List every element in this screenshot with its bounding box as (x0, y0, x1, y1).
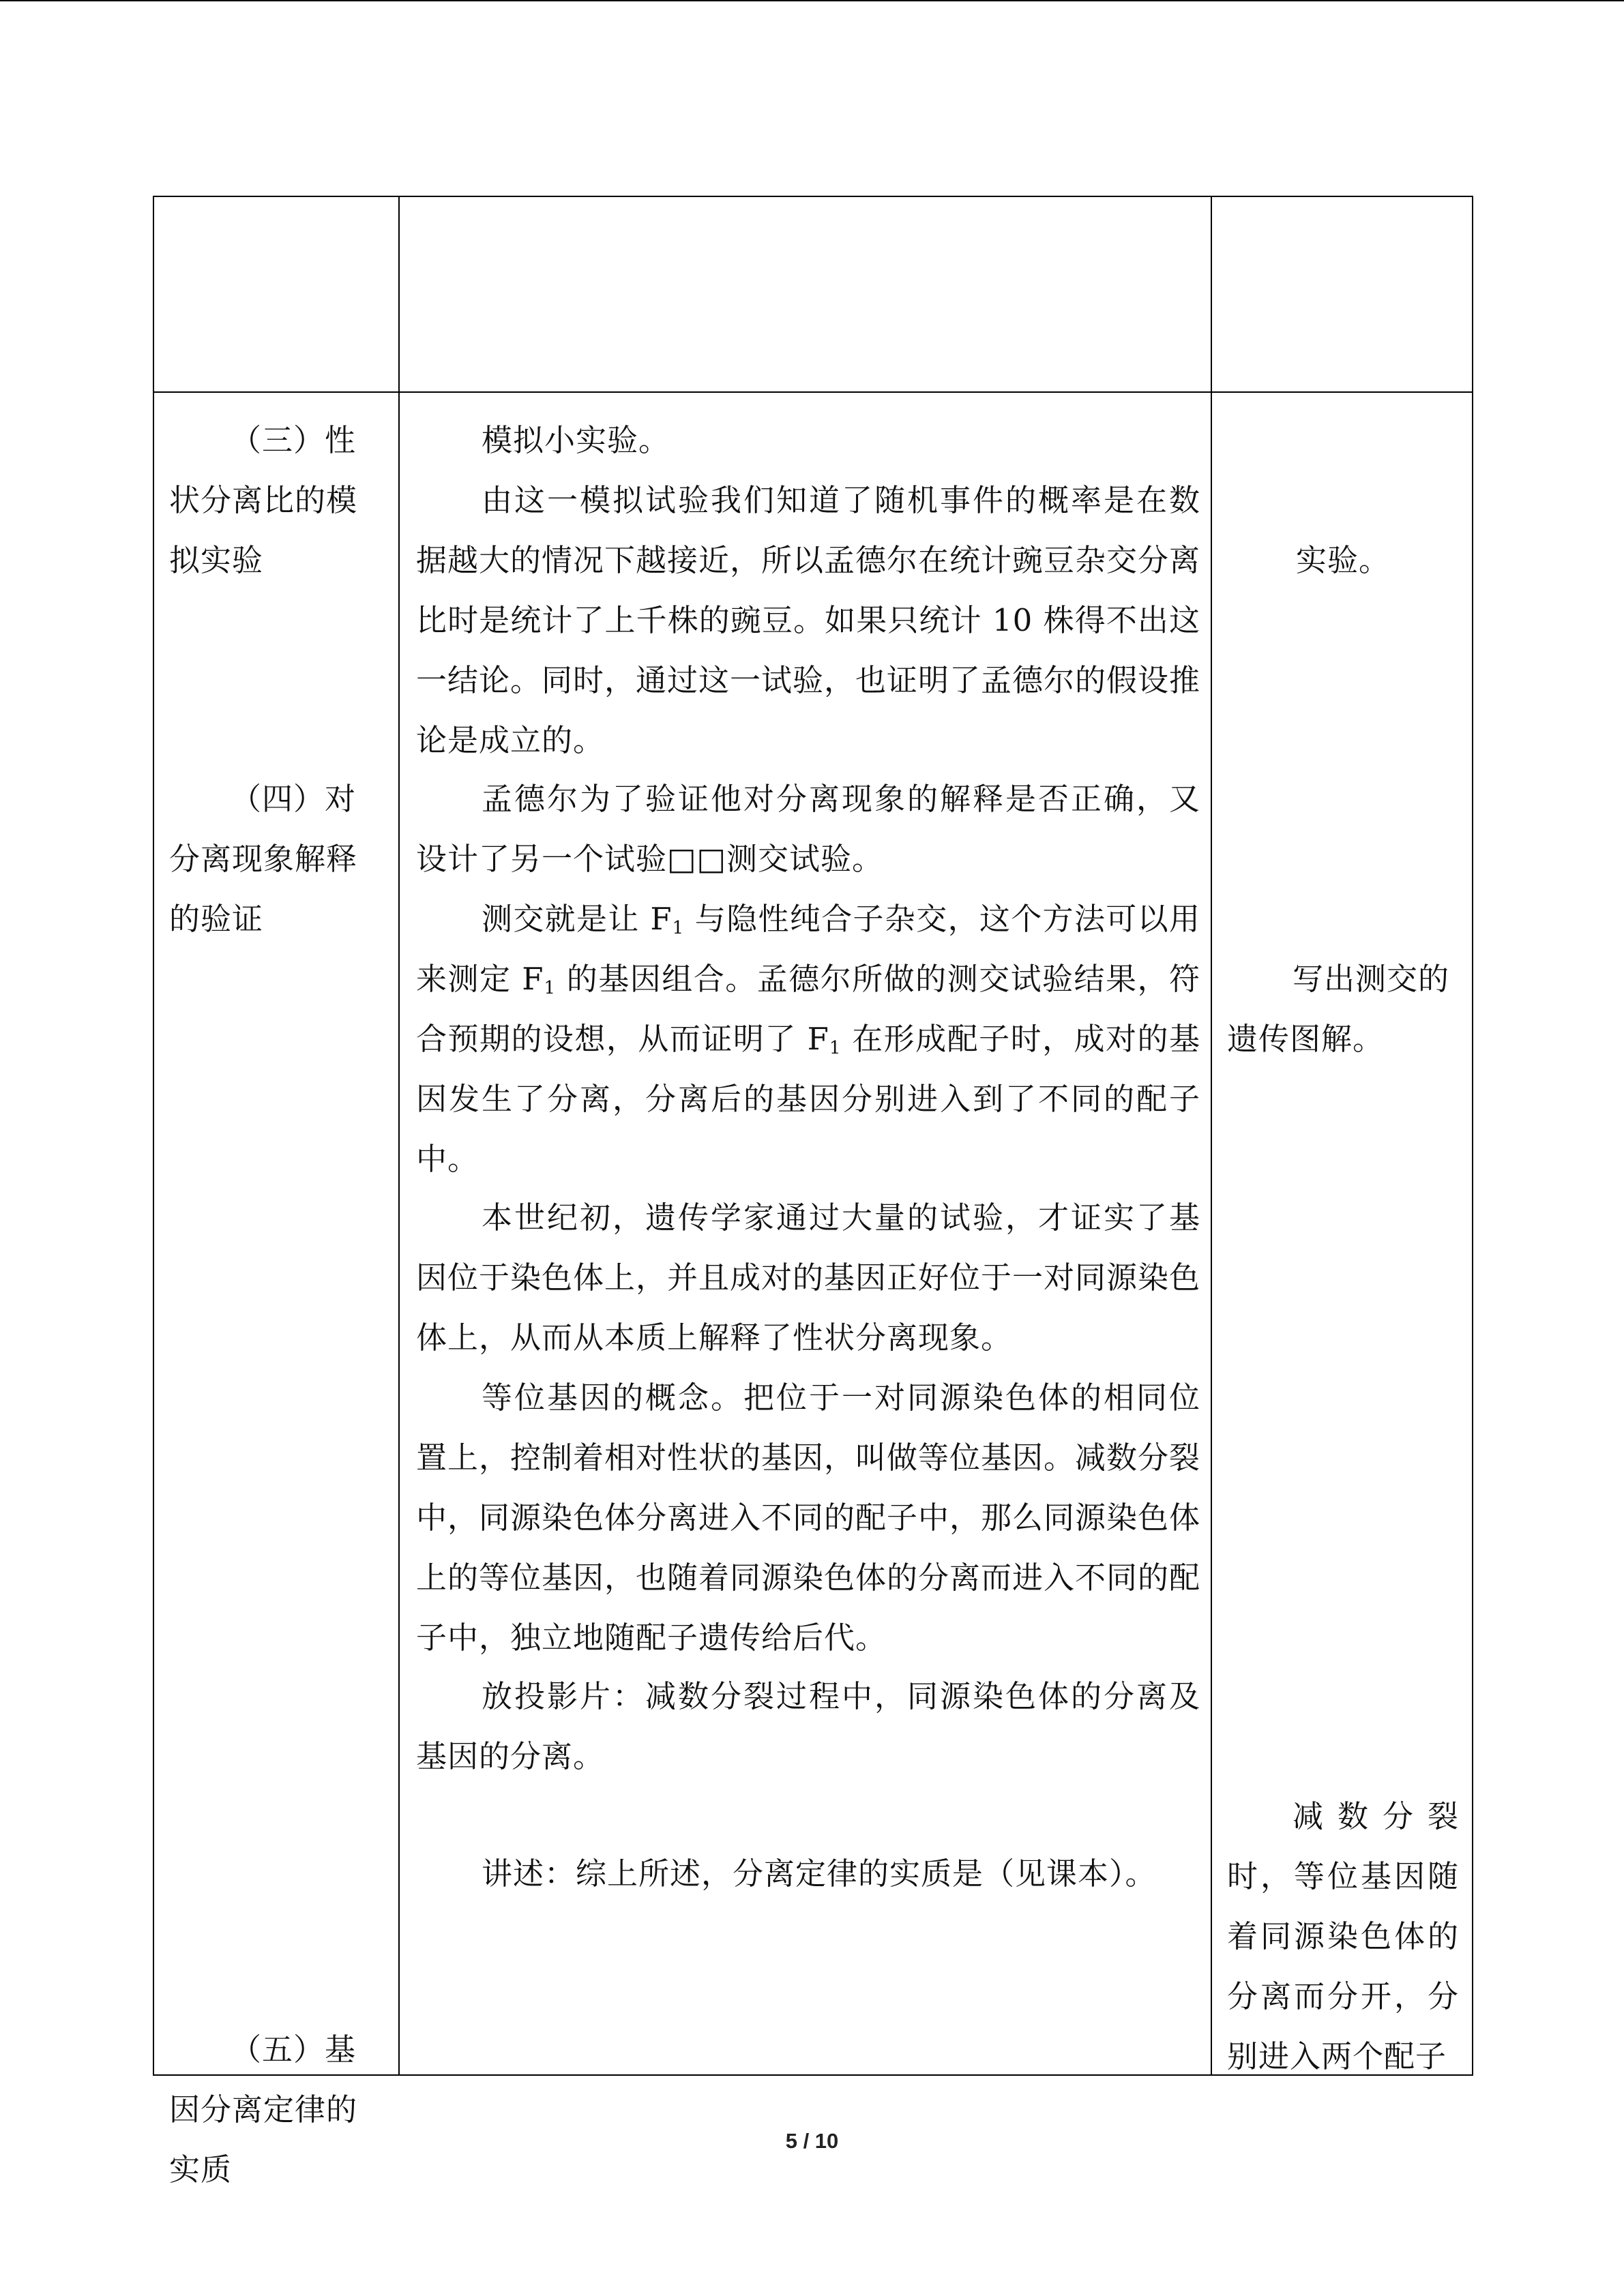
section-heading-4: （四）对分离现象解释的验证 (169, 781, 358, 937)
page-number: 5 / 10 (785, 2129, 839, 2153)
f1-subscript-1: 1 (672, 918, 685, 938)
student-note-experiment: 实验。 (1295, 542, 1390, 578)
section-heading-3: （三）性状分离比的模拟实验 (169, 422, 358, 578)
testcross-text-3: 的基因组合。孟德尔所做的测交试验结果，符合预期的设想，从而证明了 F (416, 961, 1200, 1057)
paragraph-chromosome: 本世纪初，遗传学家通过大量的试验，才证实了基因位于染色体上，并且成对的基因正好位于一对同源染色体上，从而从本质上解释了性状分离现象。 (416, 1199, 1201, 1356)
section-heading-cell (153, 392, 399, 2188)
paragraph-testcross-definition (416, 889, 1200, 1189)
paragraph-projection: 放投影片：减数分裂过程中，同源染色体的分离及基因的分离。 (416, 1678, 1200, 1774)
paragraph-testcross-design: 孟德尔为了验证他对分离现象的解释是否正确，又设计了另一个试验□□测交试验。 (416, 781, 1200, 877)
student-activity-cell (1211, 392, 1473, 2075)
page-top-rule (0, 0, 1624, 1)
teacher-activity-cell (399, 392, 1211, 2075)
f1-subscript-2: 1 (544, 978, 557, 998)
section-heading-5: （五）基因分离定律的实质 (169, 2031, 358, 2188)
testcross-text-4: 在形成配子时，成对的基因发生了分离，分离后的基因分别进入到了不同的配子中。 (416, 1021, 1201, 1177)
paragraph-allele-concept: 等位基因的概念。把位于一对同源染色体的相同位置上，控制着相对性状的基因，叫做等位基因。减数分裂中，同源染色体分离进入不同的配子中，那么同源染色体上的等位基因，也随着同源染色体的分离而进入不同的配子中，独立地随配子遗传给后代。 (416, 1380, 1201, 1656)
student-note-meiosis: 减数分裂时，等位基因随着同源染色体的分离而分开，分别进入两个配子 (1227, 1798, 1459, 2074)
paragraph-simulation: 模拟小实验。 (482, 422, 670, 458)
empty-cell-student (1211, 196, 1473, 392)
table-row-content (153, 392, 1473, 2075)
paragraph-probability: 由这一模拟试验我们知道了随机事件的概率是在数据越大的情况下越接近，所以孟德尔在统计豌豆杂交分离比时是统计了上千株的豌豆。如果只统计 10 株得不出这一结论。同时，通过这一试验，也证明了孟德尔的假设推论是成立的。 (416, 482, 1201, 758)
empty-cell-teacher (399, 196, 1211, 392)
paragraph-segregation-law: 讲述：综上所述，分离定律的实质是（见课本）。 (482, 1855, 1157, 1892)
testcross-text-2: 与隐性纯合子杂交，这个方法可以用来测定 F (416, 901, 1200, 997)
empty-cell-heading (153, 196, 399, 392)
table-row-empty (153, 196, 1473, 392)
student-note-testcross: 写出测交的遗传图解。 (1227, 961, 1450, 1057)
testcross-text-1: 测交就是让 F (482, 901, 673, 937)
f1-subscript-3: 1 (829, 1038, 842, 1058)
